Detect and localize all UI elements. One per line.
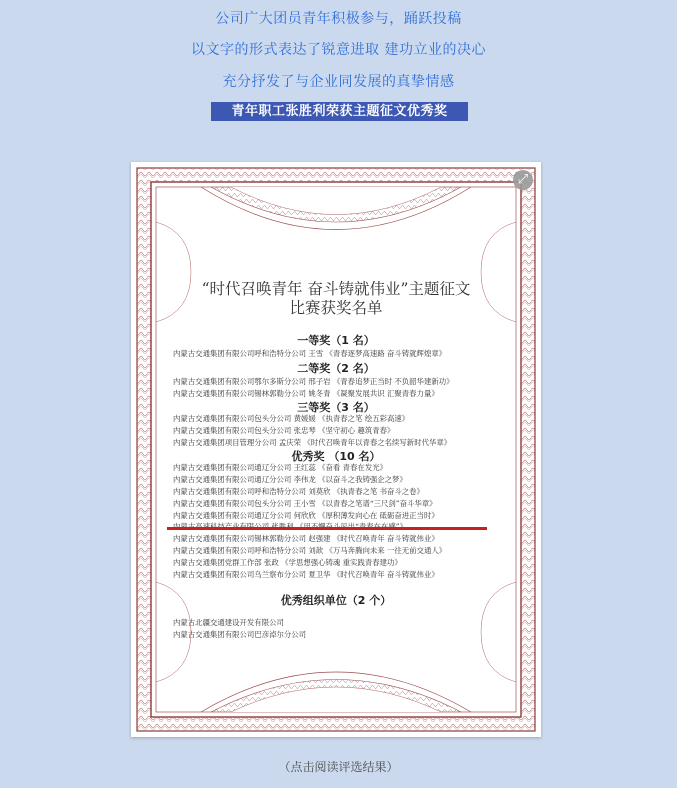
intro-line-2: 以文字的形式表达了锐意进取 建功立业的决心: [191, 42, 486, 58]
highlight-underline: [167, 527, 487, 530]
certificate-image[interactable]: [131, 162, 541, 737]
award-banner: 青年职工张胜利荣获主题征文优秀奖: [211, 102, 468, 121]
second-prize-heading: 二等奖（2 名）: [297, 362, 375, 375]
expand-icon[interactable]: ⤢: [513, 170, 533, 190]
list-item: 内蒙古交通集团有限公司包头分公司 黄媛媛 《执青春之笔 绘五彩高速》: [173, 414, 410, 423]
list-item: 内蒙古交通集团有限公司呼和浩特分公司 刘歆 《万马奔腾向未来 一往无前交通人》: [173, 546, 447, 555]
intro-line-3: 充分抒发了与企业同发展的真挚情感: [222, 74, 455, 90]
list-item: 内蒙古交通集团有限公司包头分公司 王小雪 《以青春之笔谱“三尺剑”奋斗华章》: [173, 499, 437, 508]
list-item: 内蒙古交通集团有限公司通辽分公司 李伟龙 《以奋斗之我铸强企之梦》: [173, 475, 407, 484]
certificate-title: [161, 280, 511, 318]
list-item: 内蒙古交通集团有限公司包头分公司 张忠琴 《坚守初心 趣筑青春》: [173, 426, 395, 435]
list-item: 内蒙古交通集团有限公司锡林郭勒分公司 赵强建 《时代召唤青年 奋斗铸就伟业》: [173, 534, 439, 543]
list-item: 内蒙古交通集团有限公司通辽分公司 王红蕊 《奋看 青春在发光》: [173, 463, 387, 472]
third-prize-heading: 三等奖（3 名）: [297, 401, 375, 414]
list-item: 内蒙古交通集团项目管理分公司 孟庆荣 《时代召唤青年以青春之名续写新时代华章》: [173, 438, 452, 447]
organizations-heading: 优秀组织单位（2 个）: [280, 594, 392, 607]
title-line-2: 比赛获奖名单: [289, 299, 383, 317]
title-line-1: “时代召唤青年 奋斗铸就伟业”主题征文: [201, 280, 471, 298]
list-item: 内蒙古交通集团党群工作部 张政 《学思想强心铸魂 重实践青春建功》: [173, 558, 402, 567]
list-item: 内蒙古交通集团有限公司锡林郭勒分公司 姚冬青 《凝聚发展共识 汇聚青春力量》: [173, 389, 439, 398]
list-item: 内蒙古交通集团有限公司乌兰察布分公司 夏卫华 《时代召唤青年 奋斗铸就伟业》: [173, 570, 439, 579]
list-item: 内蒙古交通集团有限公司鄂尔多斯分公司 邢子岩 《青春追梦正当时 不负韶华建新功》: [173, 377, 454, 386]
list-item: 内蒙古交通集团有限公司通辽分公司 何欣欣 《厚积薄发向心在 砥砺奋进正当时》: [173, 511, 439, 520]
first-prize-heading: 一等奖（1 名）: [297, 334, 375, 347]
list-item: 内蒙古交通集团有限公司呼和浩特分公司 王雪 《青春逐梦高速路 奋斗铸就辉煌章》: [173, 349, 447, 358]
excellence-heading: 优秀奖 （10 名）: [291, 450, 381, 463]
list-item: 内蒙古交通集团有限公司巴彦淖尔分公司: [173, 630, 307, 639]
read-results-caption[interactable]: （点击阅读评选结果）: [278, 760, 399, 774]
list-item: 内蒙古北疆交通建设开发有限公司: [173, 618, 284, 627]
intro-line-1: 公司广大团员青年积极参与，踊跃投稿: [215, 11, 462, 27]
list-item: 内蒙古交通集团有限公司呼和浩特分公司 刘莫欣 《执青春之笔 书奋斗之卷》: [173, 487, 424, 496]
